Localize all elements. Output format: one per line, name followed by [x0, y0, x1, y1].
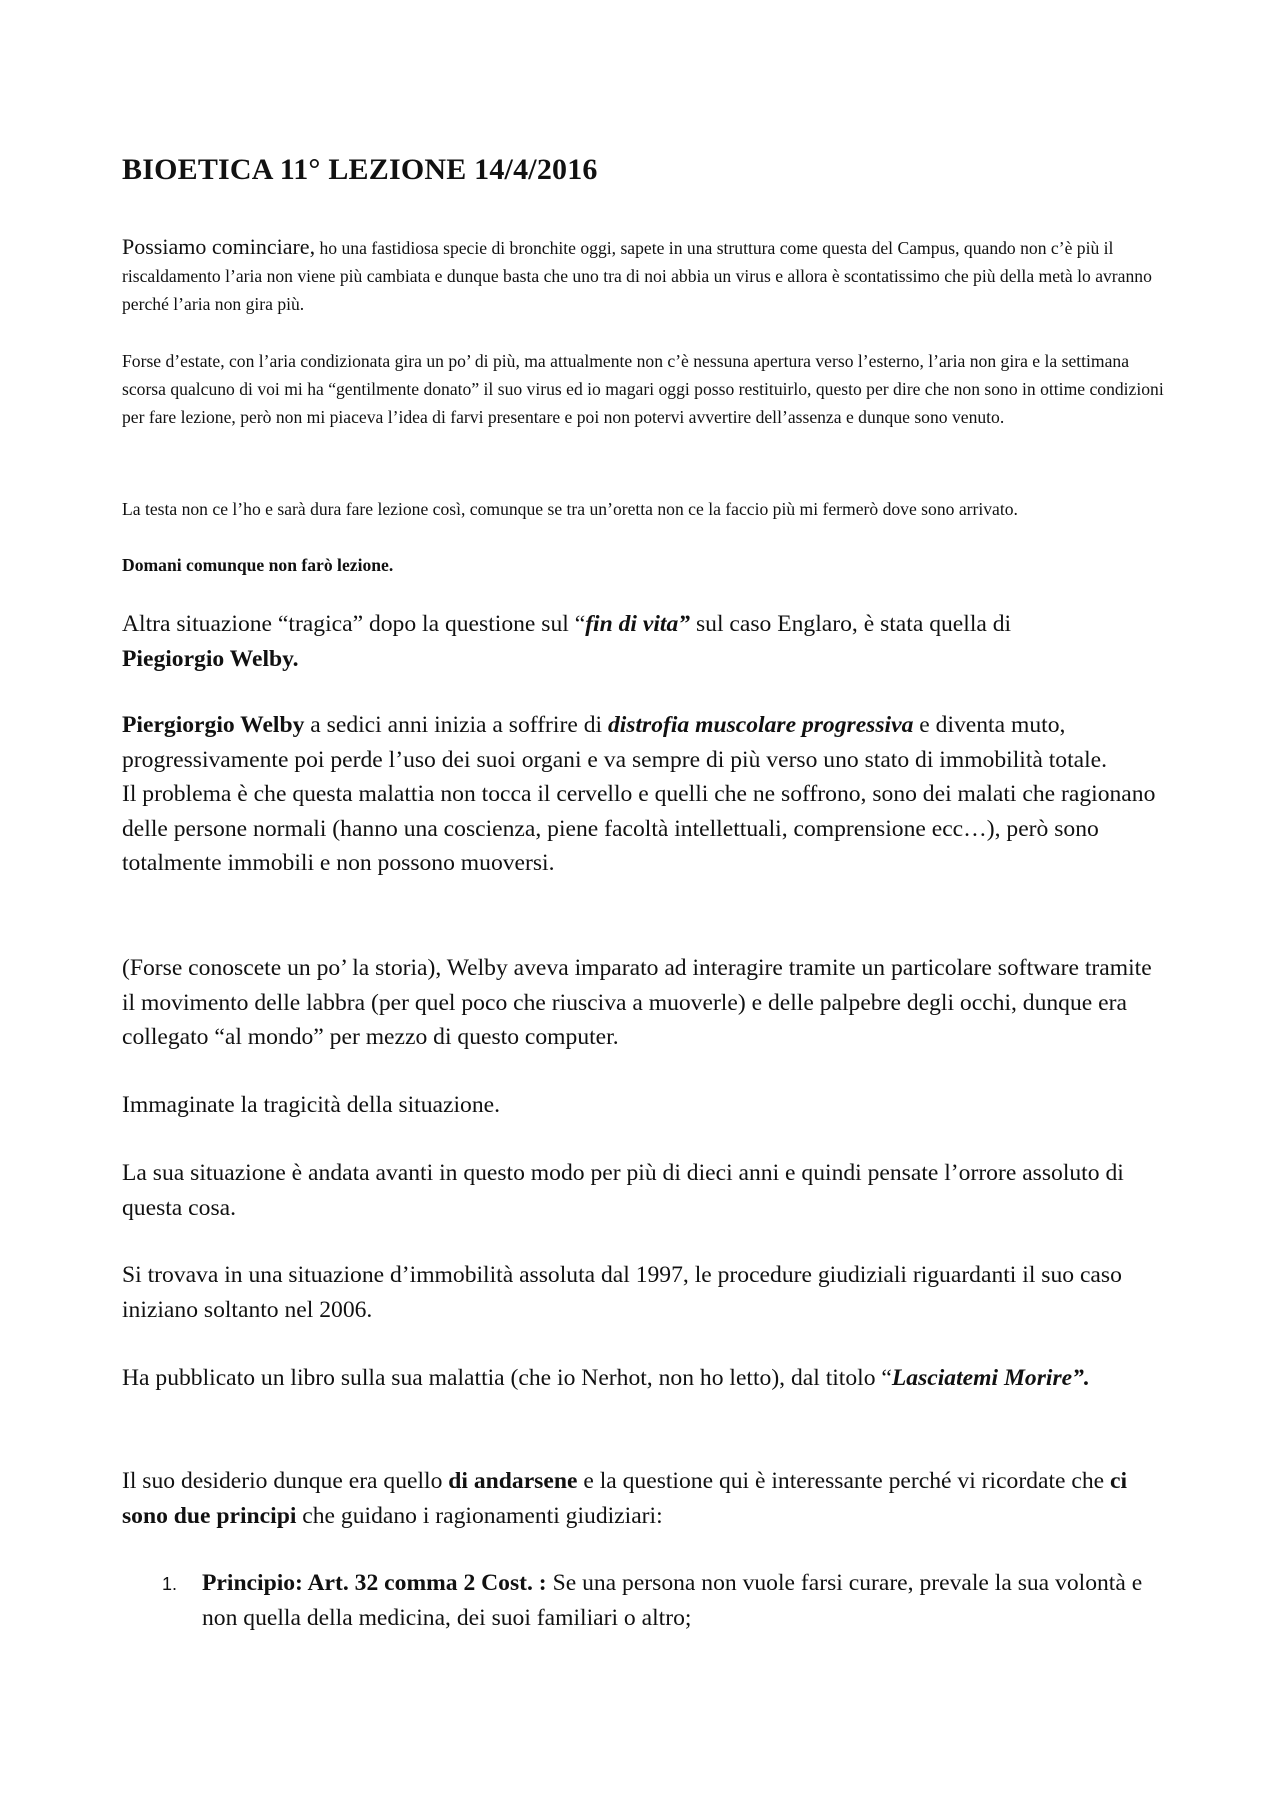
p11-emphasis-1: Lasciatemi Morire”.	[891, 1365, 1090, 1391]
page-title: BIOETICA 11° LEZIONE 14/4/2016	[122, 153, 598, 186]
intro-text: ho una fastidiosa specie di bronchite oggi, sapete in una struttura come questa del Campus, quando non c’è più il riscaldamento l’aria non viene più cambiata e dunque basta che uno tra di noi abbia un virus e allora è scontatissimo che più della metà lo avranno perché l’aria non gira più.	[122, 238, 1152, 314]
p6-emphasis-1: distrofia muscolare progressiva	[607, 712, 914, 738]
p6-text-1: a sedici anni inizia a soffrire di	[304, 712, 608, 738]
intro-lead: Possiamo cominciare,	[122, 234, 316, 259]
list-item-number: 1.	[162, 1574, 178, 1594]
principles-list	[122, 1566, 1168, 1635]
p6-bold-1: Piergiorgio Welby	[122, 712, 305, 738]
p5-bold-1: Piegiorgio Welby.	[122, 645, 299, 672]
paragraph-5	[122, 607, 1168, 676]
paragraph-3: La testa non ce l’ho e sarà dura fare lezione così, comunque se tra un’oretta non ce la faccio più mi fermerò dove sono arrivato.	[122, 499, 1018, 519]
paragraph-8: Immaginate la tragicità della situazione.	[122, 1092, 500, 1118]
paragraph-7: (Forse conoscete un po’ la storia), Welby aveva imparato ad interagire tramite un particolare software tramite il movimento delle labbra (per quel poco che riusciva a muoverle) e delle palpebre degli occhi, dunque era collegato “al mondo” per mezzo di questo computer.	[122, 955, 1152, 1050]
p12-text-1: Il suo desiderio dunque era quello	[122, 1468, 449, 1494]
p12-bold-1: di andarsene	[448, 1468, 578, 1494]
list-item-heading: Principio: Art. 32 comma 2 Cost. :	[202, 1570, 547, 1596]
p6-text-2: e diventa muto, progressivamente poi perde l’uso dei suoi organi e va sempre di più verso uno stato di immobilità totale.	[122, 712, 1108, 773]
paragraph-6	[122, 708, 1168, 881]
p5-emphasis-1: fin di vita”	[585, 611, 691, 637]
paragraph-2: Forse d’estate, con l’aria condizionata gira un po’ di più, ma attualmente non c’è nessuna apertura verso l’esterno, l’aria non gira e la settimana scorsa qualcuno di voi mi ha “gentilmente donato” il suo virus ed io magari oggi posso restituirlo, questo per dire che non sono in ottime condizioni per fare lezione, però non mi piaceva l’idea di farvi presentare e poi non potervi avvertire dell’assenza e dunque sono venuto.	[122, 351, 1164, 427]
p12-text-3: che guidano i ragionamenti giudiziari:	[296, 1502, 663, 1529]
paragraph-10: Si trovava in una situazione d’immobilità assoluta dal 1997, le procedure giudiziali riguardanti il suo caso iniziano soltanto nel 2006.	[122, 1262, 1122, 1323]
p12-text-2: e la questione qui è interessante perché vi ricordate che	[577, 1468, 1111, 1494]
p12-bold-2: ci sono due principi	[122, 1468, 1128, 1529]
p5-text-2: sul caso Englaro, è stata quella di	[690, 611, 1012, 637]
p5-text-1: Altra situazione “tragica” dopo la questione sul “	[122, 611, 586, 637]
list-item	[122, 1566, 1168, 1635]
paragraph-11	[122, 1361, 1168, 1396]
p11-text-1: Ha pubblicato un libro sulla sua malattia (che io Nerhot, non ho letto), dal titolo “	[122, 1365, 892, 1391]
intro-paragraph	[122, 233, 1168, 318]
list-item-text: Se una persona non vuole farsi curare, prevale la sua volontà e non quella della medicina, dei suoi familiari o altro;	[202, 1570, 1143, 1631]
paragraph-12	[122, 1464, 1168, 1533]
p6-text-3: Il problema è che questa malattia non tocca il cervello e quelli che ne soffrono, sono dei malati che ragionano delle persone normali (hanno una coscienza, piene facoltà intellettuali, comprensione ecc…), però sono totalmente immobili e non possono muoversi.	[122, 781, 1156, 876]
paragraph-4: Domani comunque non farò lezione.	[122, 555, 394, 575]
paragraph-9: La sua situazione è andata avanti in questo modo per più di dieci anni e quindi pensate l’orrore assoluto di questa cosa.	[122, 1160, 1124, 1221]
